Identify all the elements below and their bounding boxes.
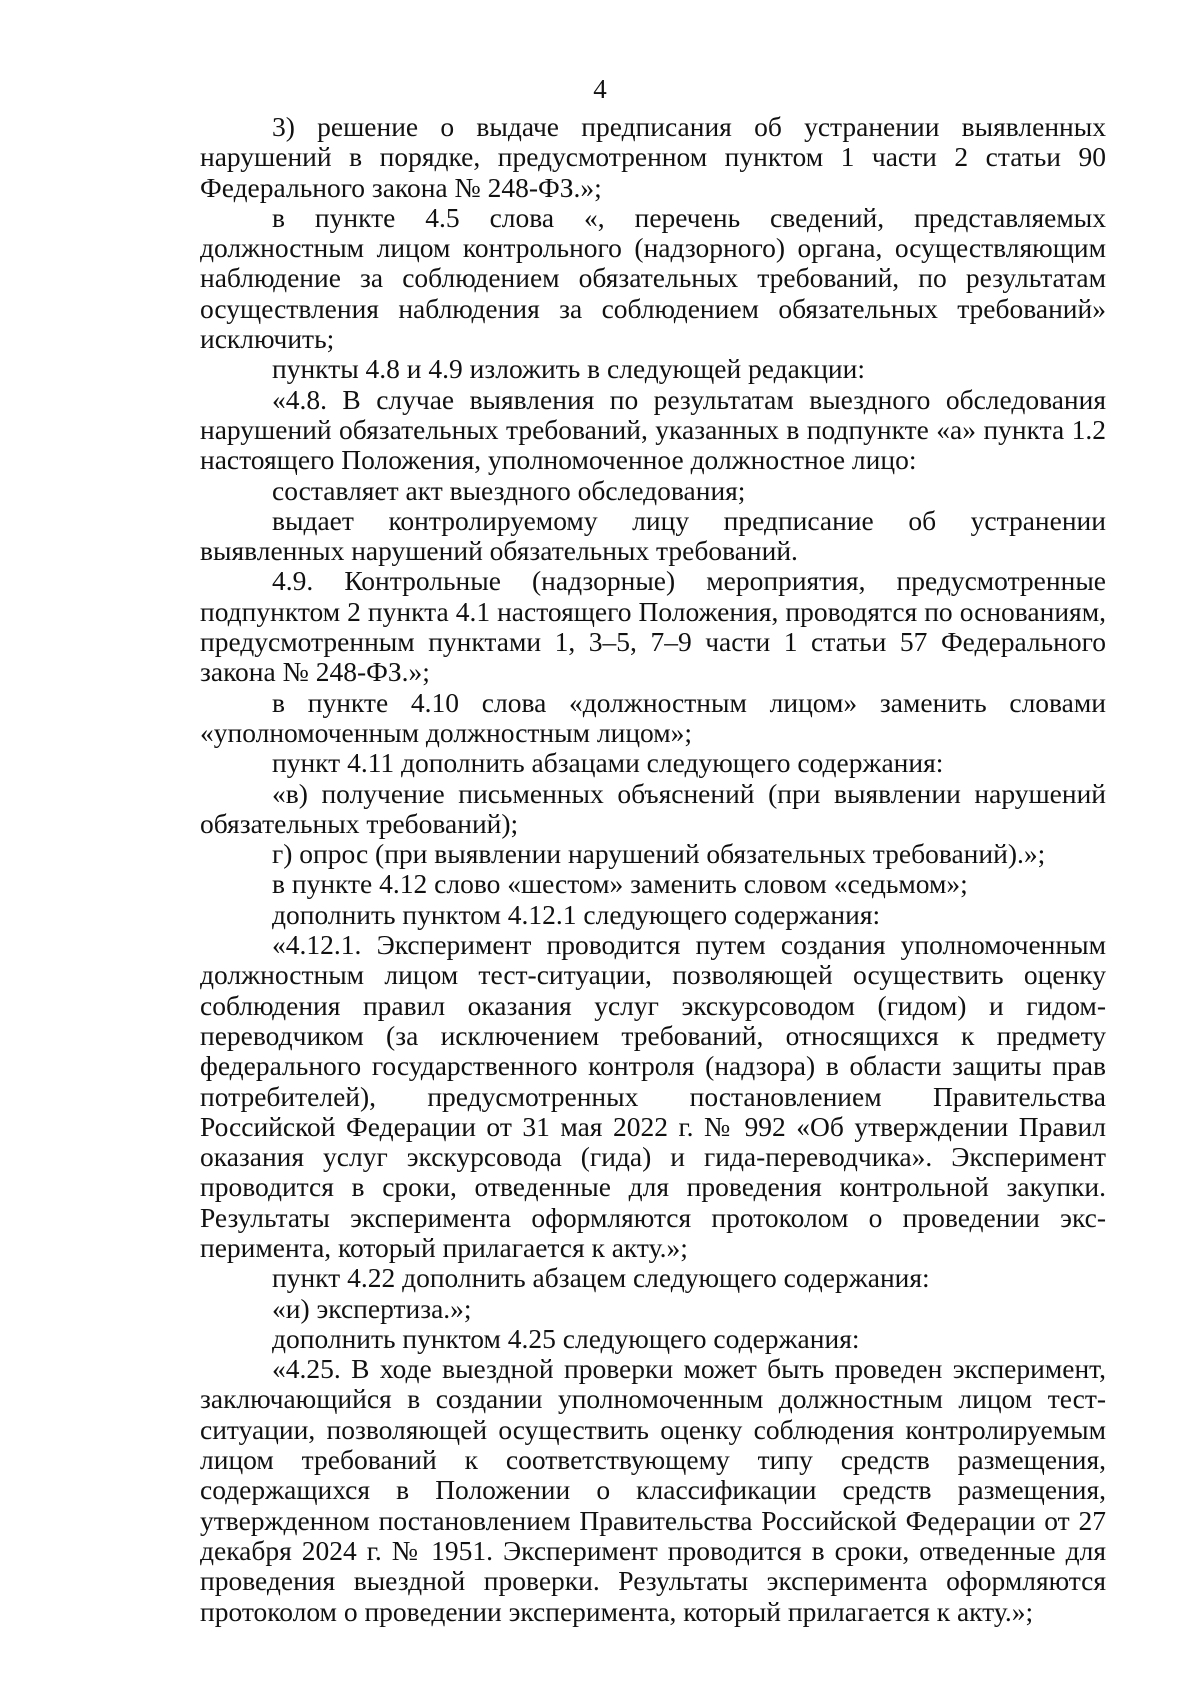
paragraph: пункты 4.8 и 4.9 изложить в следующей редакции:	[272, 353, 865, 385]
paragraph: составляет акт выездного обследования;	[272, 474, 746, 506]
paragraph: «и) экспертиза.»;	[272, 1292, 472, 1324]
paragraph: 3) решение о выдаче предписания об устранении выявленных нарушений в порядке, предусмотренном пунктом 1 части 2 статьи 90 Федерального закона № 248-ФЗ.»;	[200, 111, 1106, 203]
paragraph: г) опрос (при выявлении нарушений обязательных требований).»;	[272, 838, 1046, 870]
paragraph: «4.25. В ходе выездной проверки может быть проведен эксперимент, заключающийся в создании уполномоченным должностным лицом тест-ситуации, позволяющей осуществить оценку соблюдения контролируемым лицом требований к соответствующему типу средств размещения, содержащихся в Положении о классификации средств размещения, утвержденном постановлением Правительства Российской Федерации от 27 декабря 2024 г. № 1951. Эксперимент проводится в сроки, отведенные для проведения выездной проверки. Результаты эксперимента оформляются протоколом о проведении эксперимента, который прилагается к акту.»;	[200, 1353, 1106, 1627]
paragraph: пункт 4.22 дополнить абзацем следующего содержания:	[272, 1262, 930, 1294]
paragraph: пункт 4.11 дополнить абзацами следующего содержания:	[272, 747, 944, 779]
paragraph: 4.9. Контрольные (надзорные) мероприятия, предусмотренные подпунктом 2 пункта 4.1 настоящего Положения, проводятся по основаниям, предусмотренным пунктами 1, 3–5, 7–9 части 1 статьи 57 Федерального закона № 248-ФЗ.»;	[200, 565, 1106, 688]
document-body	[200, 112, 1106, 1627]
page-number: 4	[593, 74, 607, 104]
paragraph: «в) получение письменных объяснений (при выявлении нарушений обязательных требований);	[200, 777, 1106, 839]
paragraph: в пункте 4.5 слова «, перечень сведений, представляемых должностным лицом контрольного (надзорного) органа, осуществляющим наблюдение за соблюдением обязательных требований, по результатам осуществления наблюдения за соблюдением обязательных требований» исключить;	[200, 201, 1106, 355]
paragraph: в пункте 4.12 слово «шестом» заменить словом «седьмом»;	[272, 868, 968, 900]
paragraph: дополнить пунктом 4.25 следующего содержания:	[272, 1322, 860, 1354]
paragraph: в пункте 4.10 слова «должностным лицом» заменить словами «уполномоченным должностным лицом»;	[200, 686, 1106, 748]
paragraph: дополнить пунктом 4.12.1 следующего содержания:	[272, 898, 881, 930]
paragraph: выдает контролируемому лицу предписание об устранении выявленных нарушений обязательных требований.	[200, 504, 1106, 567]
paragraph: «4.12.1. Эксперимент проводится путем создания уполномоченным должностным лицом тест-ситуации, позволяющей осуществить оценку соблюдения правил оказания услуг экскурсоводом (гидом) и гидом-переводчиком (за исключением требований, относящихся к предмету федерального государственного контроля (надзора) в области защиты прав потребителей), предусмотренных постановлением Правительства Российской Федерации от 31 мая 2022 г. № 992 «Об утверждении Правил оказания услуг экскурсовода (гида) и гида-переводчика». Эксперимент проводится в сроки, отведенные для проведения контрольной закупки. Результаты эксперимента оформляются протоколом о проведении эксперимента, который прилагается к акту.»;	[200, 929, 1106, 1263]
paragraph: «4.8. В случае выявления по результатам выездного обследования нарушений обязательных требований, указанных в подпункте «а» пункта 1.2 настоящего Положения, уполномоченное должностное лицо:	[200, 383, 1106, 476]
